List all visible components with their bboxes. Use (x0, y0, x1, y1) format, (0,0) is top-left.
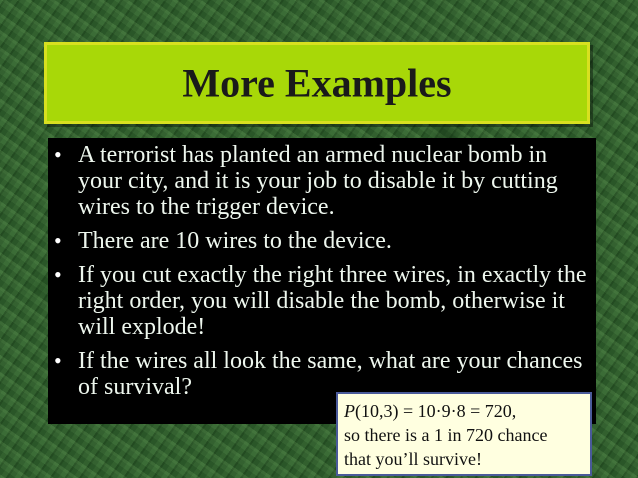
bullet-marker-icon: • (54, 262, 62, 287)
answer-line-1 (344, 399, 584, 423)
answer-formula: (10,3) = 10·9·8 = 720, (355, 401, 517, 421)
answer-line-3: that you’ll survive! (344, 449, 482, 469)
bullet-list (54, 142, 594, 408)
bullet-item (54, 228, 594, 254)
bullet-text: If you cut exactly the right three wires, in exactly the right order, you will disable the bomb, otherwise it will explode! (78, 262, 587, 340)
slide-title: More Examples (182, 60, 452, 106)
answer-p-symbol: P (344, 401, 355, 421)
bullet-marker-icon: • (54, 228, 62, 253)
bullet-item (54, 262, 594, 340)
bullet-item (54, 142, 594, 220)
bullet-marker-icon: • (54, 142, 62, 167)
answer-callout (336, 392, 592, 476)
bullet-text: A terrorist has planted an armed nuclear bomb in your city, and it is your job to disable it by cutting wires to the trigger device. (78, 142, 558, 220)
bullet-text: There are 10 wires to the device. (78, 228, 392, 254)
answer-line-2: so there is a 1 in 720 chance (344, 425, 548, 445)
bullet-text: If the wires all look the same, what are your chances of survival? (78, 348, 583, 400)
bullet-marker-icon: • (54, 348, 62, 373)
title-box (44, 42, 590, 124)
